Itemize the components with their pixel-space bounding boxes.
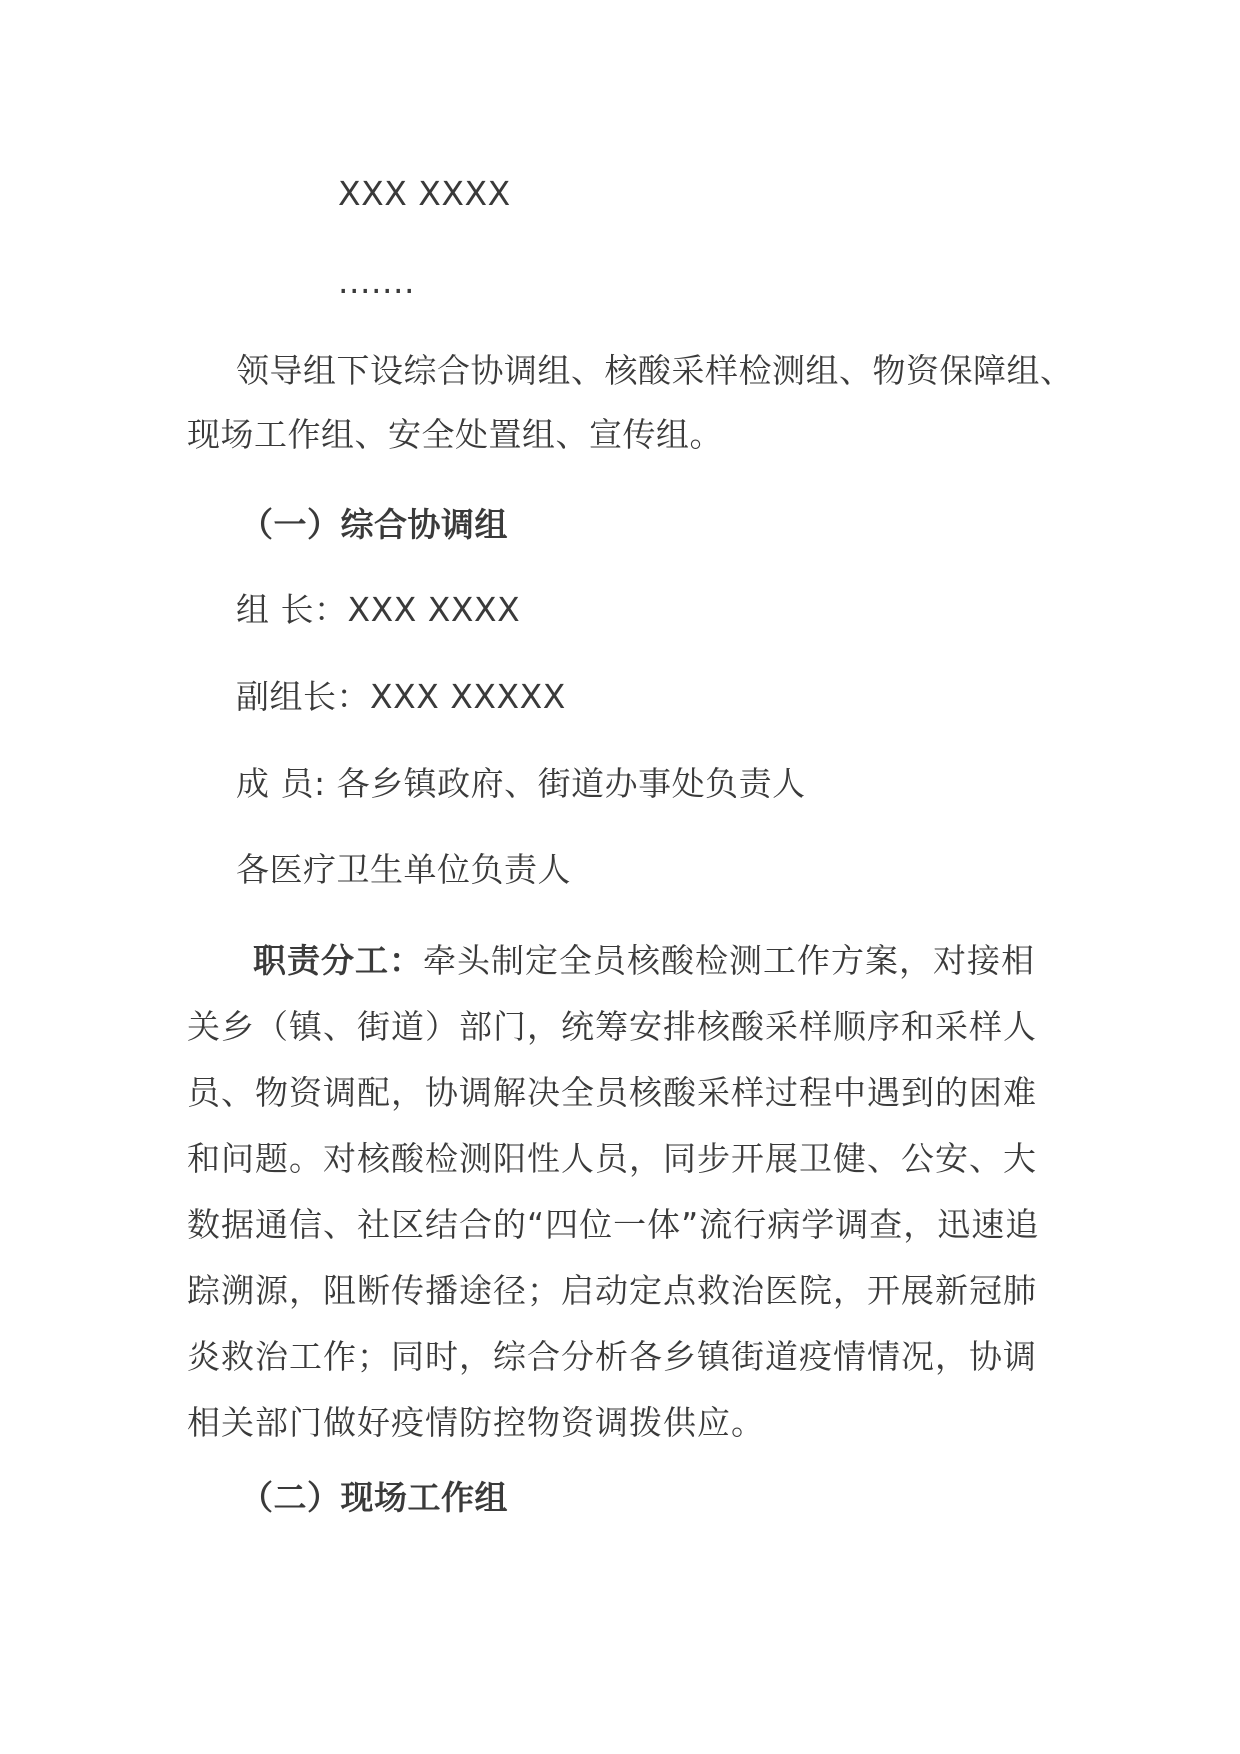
section-1-deputy-leader: 副组长：XXX XXXXX (236, 677, 566, 716)
section-1-duties-paragraph (187, 928, 1067, 1456)
intro-paragraph-line-1: 领导组下设综合协调组、核酸采样检测组、物资保障组、 (236, 351, 1074, 390)
section-2-heading: （二）现场工作组 (240, 1478, 508, 1517)
name-line: XXX XXXX (338, 174, 511, 213)
ellipsis-line: ....... (338, 262, 415, 301)
section-1-leader: 组 长：XXX XXXX (236, 590, 521, 629)
section-1-heading: （一）综合协调组 (240, 505, 508, 544)
intro-paragraph-line-2: 现场工作组、安全处置组、宣传组。 (187, 415, 723, 454)
duties-label: 职责分工： (253, 941, 423, 980)
duties-text: 牵头制定全员核酸检测工作方案，对接相关乡（镇、街道）部门，统筹安排核酸采样顺序和采样人员、物资调配，协调解决全员核酸采样过程中遇到的困难和问题。对核酸检测阳性人员，同步开展卫健、公安、大数据通信、社区结合的“四位一体”流行病学调查，迅速追踪溯源，阻断传播途径；启动定点救治医院，开展新冠肺炎救治工作；同时，综合分析各乡镇街道疫情情况，协调相关部门做好疫情防控物资调拨供应。 (187, 941, 1040, 1442)
section-1-members-2: 各医疗卫生单位负责人 (236, 850, 571, 889)
section-1-members: 成 员: 各乡镇政府、街道办事处负责人 (236, 764, 806, 803)
